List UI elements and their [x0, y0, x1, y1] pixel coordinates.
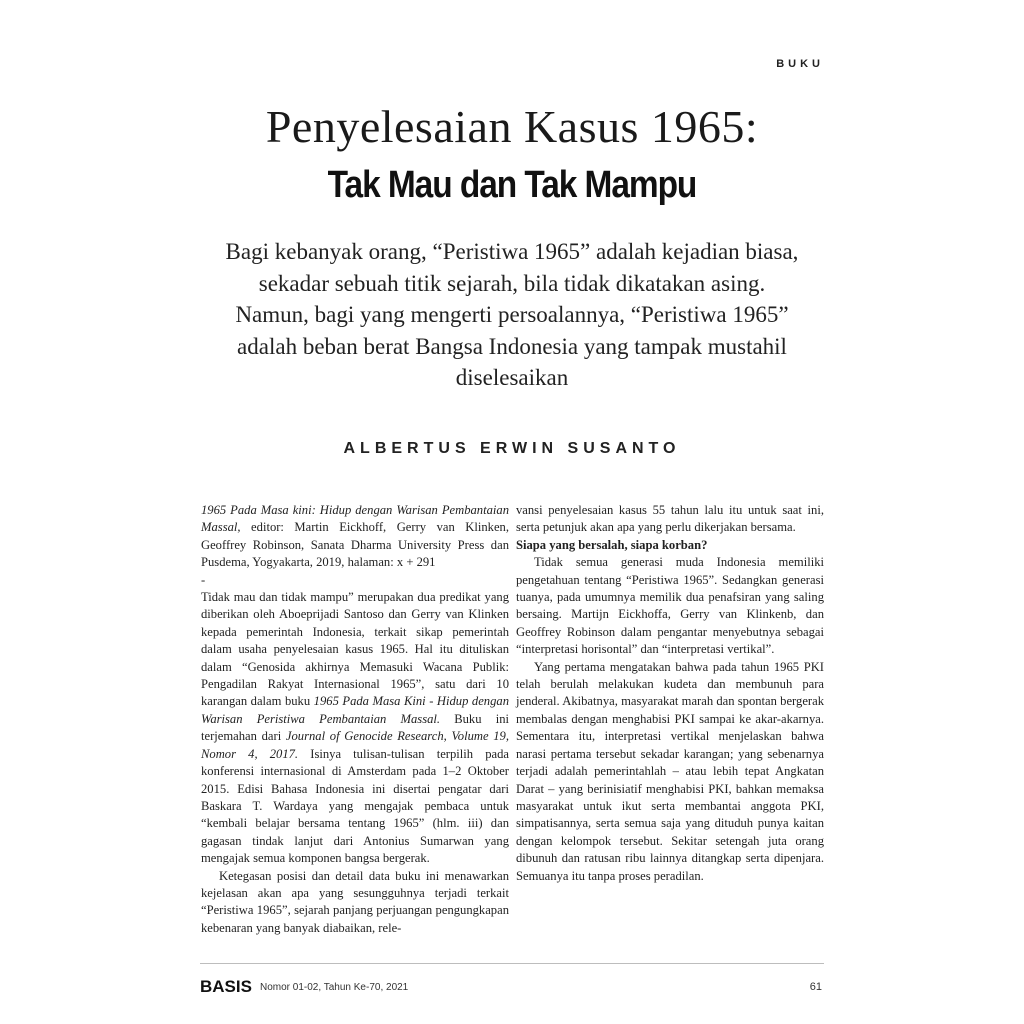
- paragraph-text: Tidak mau dan tidak mampu” merupakan dua predikat yang diberikan oleh Aboeprijadi Santoso dan Gerry van Klinken kepada pemerintah Indonesia, terkait sikap pemerintah dalam usaha penyelesaian kasus 1965. Hal itu dituliskan dalam “Genosida akhirnya Memasuki Wacana Publik: Pengadilan Rakyat Internasional 1965”, satu dari 10 karangan dalam buku: [201, 590, 509, 709]
- subheading: Siapa yang bersalah, siapa korban?: [516, 537, 708, 552]
- paragraph: Tidak semua generasi muda Indonesia memiliki pengetahuan tentang “Peristiwa 1965”. Sedangkan generasi tuanya, pada umumnya memilik dua penafsiran yang saling bersaing. Martijn Eickhoffa, Gerry van Klinkenb, dan Geoffrey Robinson dalam pengantar menyebutnya sebagai “interpretasi horisontal” dan “interpretasi vertikal”.: [516, 555, 824, 657]
- paragraph: vansi penyelesaian kasus 55 tahun lalu itu untuk saat ini, serta petunjuk akan apa yang perlu dikerjakan bersama.: [516, 503, 824, 535]
- book-title: 1965 Pada Masa kini: Hidup dengan Warisan Pembantaian Massal,: [201, 503, 509, 535]
- paragraph-text: Buku ini terjemahan dari: [201, 711, 509, 744]
- book-reference: [201, 502, 509, 572]
- issue-info: Nomor 01-02, Tahun Ke-70, 2021: [260, 982, 409, 993]
- paragraph: Yang pertama mengatakan bahwa pada tahun 1965 PKI telah berulah melakukan kudeta dan membunuh para jenderal. Akibatnya, masyarakat marah dan spontan bergerak membalas dengan menghabisi PKI sampai ke akar-akarnya. Sementara itu, interpretasi vertikal menjelaskan bahwa narasi pertama tersebut sekadar karangan; yang sebenarnya terjadi adalah pemerintahlah – atau lebih tepat Angkatan Darat – yang berinisiatif menghabisi PKI, bahkan memaksa masyarakat untuk ikut serta membantai anggota PKI, simpatisannya, serta semua saja yang dituduh punya kaitan dengan kelompok tersebut. Sekitar setengah juta orang dibunuh dan ratusan ribu lainnya ditangkap serta dipenjara. Semuanya itu tanpa proses peradilan.: [516, 659, 824, 883]
- book-title-italic: 1965 Pada Masa Kini - Hidup dengan Warisan Peristiwa Pembantaian Massal.: [201, 694, 509, 726]
- journal-title-italic: Journal of Genocide Research, Volume 19, Nomor 4, 2017.: [201, 729, 509, 761]
- paragraph: Ketegasan posisi dan detail data buku ini menawarkan kejelasan akan apa yang sesungguhnya terjadi terkait “Peristiwa 1965”, sejarah panjang perjuangan pengungkapan kebenaran yang banyak diabaikan, rele-: [201, 868, 509, 935]
- separator-dash: -: [201, 572, 206, 587]
- article-lead: Bagi kebanyak orang, “Peristiwa 1965” adalah kejadian biasa, sekadar sebuah titik sejarah, bila tidak dikatakan asing. Namun, bagi yang mengerti persoalannya, “Peristiwa 1965” adalah beban berat Bangsa Indonesia yang tampak mustahil diselesaikan: [225, 239, 799, 390]
- magazine-logo: BASIS: [200, 977, 252, 996]
- paragraph-text: Isinya tulisan-tulisan terpilih pada konferensi internasional di Amsterdam pada 1–2 Oktober 2015. Edisi Bahasa Indonesia ini disertai pengatar dari Baskara T. Wardaya yang mengajak pembaca untuk “kembali belajar bersama tentang 1965” (hlm. iii) dan gagasan tindak lanjut dari Antonius Sumarwan yang mengajak semua komponen bangsa bergerak.: [201, 746, 509, 866]
- paragraph: [201, 589, 509, 868]
- book-info: editor: Martin Eickhoff, Gerry van Klinken, Geoffrey Robinson, Sanata Dharma University Press dan Pusdema, Yogyakarta, 2019, halaman: x + 291: [201, 520, 509, 570]
- article-title: Penyelesaian Kasus 1965:: [265, 101, 759, 152]
- page-number: 61: [809, 981, 822, 993]
- left-column: [201, 502, 509, 937]
- right-column: [516, 502, 824, 885]
- footer-divider: [200, 963, 824, 964]
- author-byline: ALBERTUS ERWIN SUSANTO: [343, 440, 681, 457]
- section-label: BUKU: [776, 58, 824, 70]
- article-subtitle: Tak Mau dan Tak Mampu: [327, 164, 697, 206]
